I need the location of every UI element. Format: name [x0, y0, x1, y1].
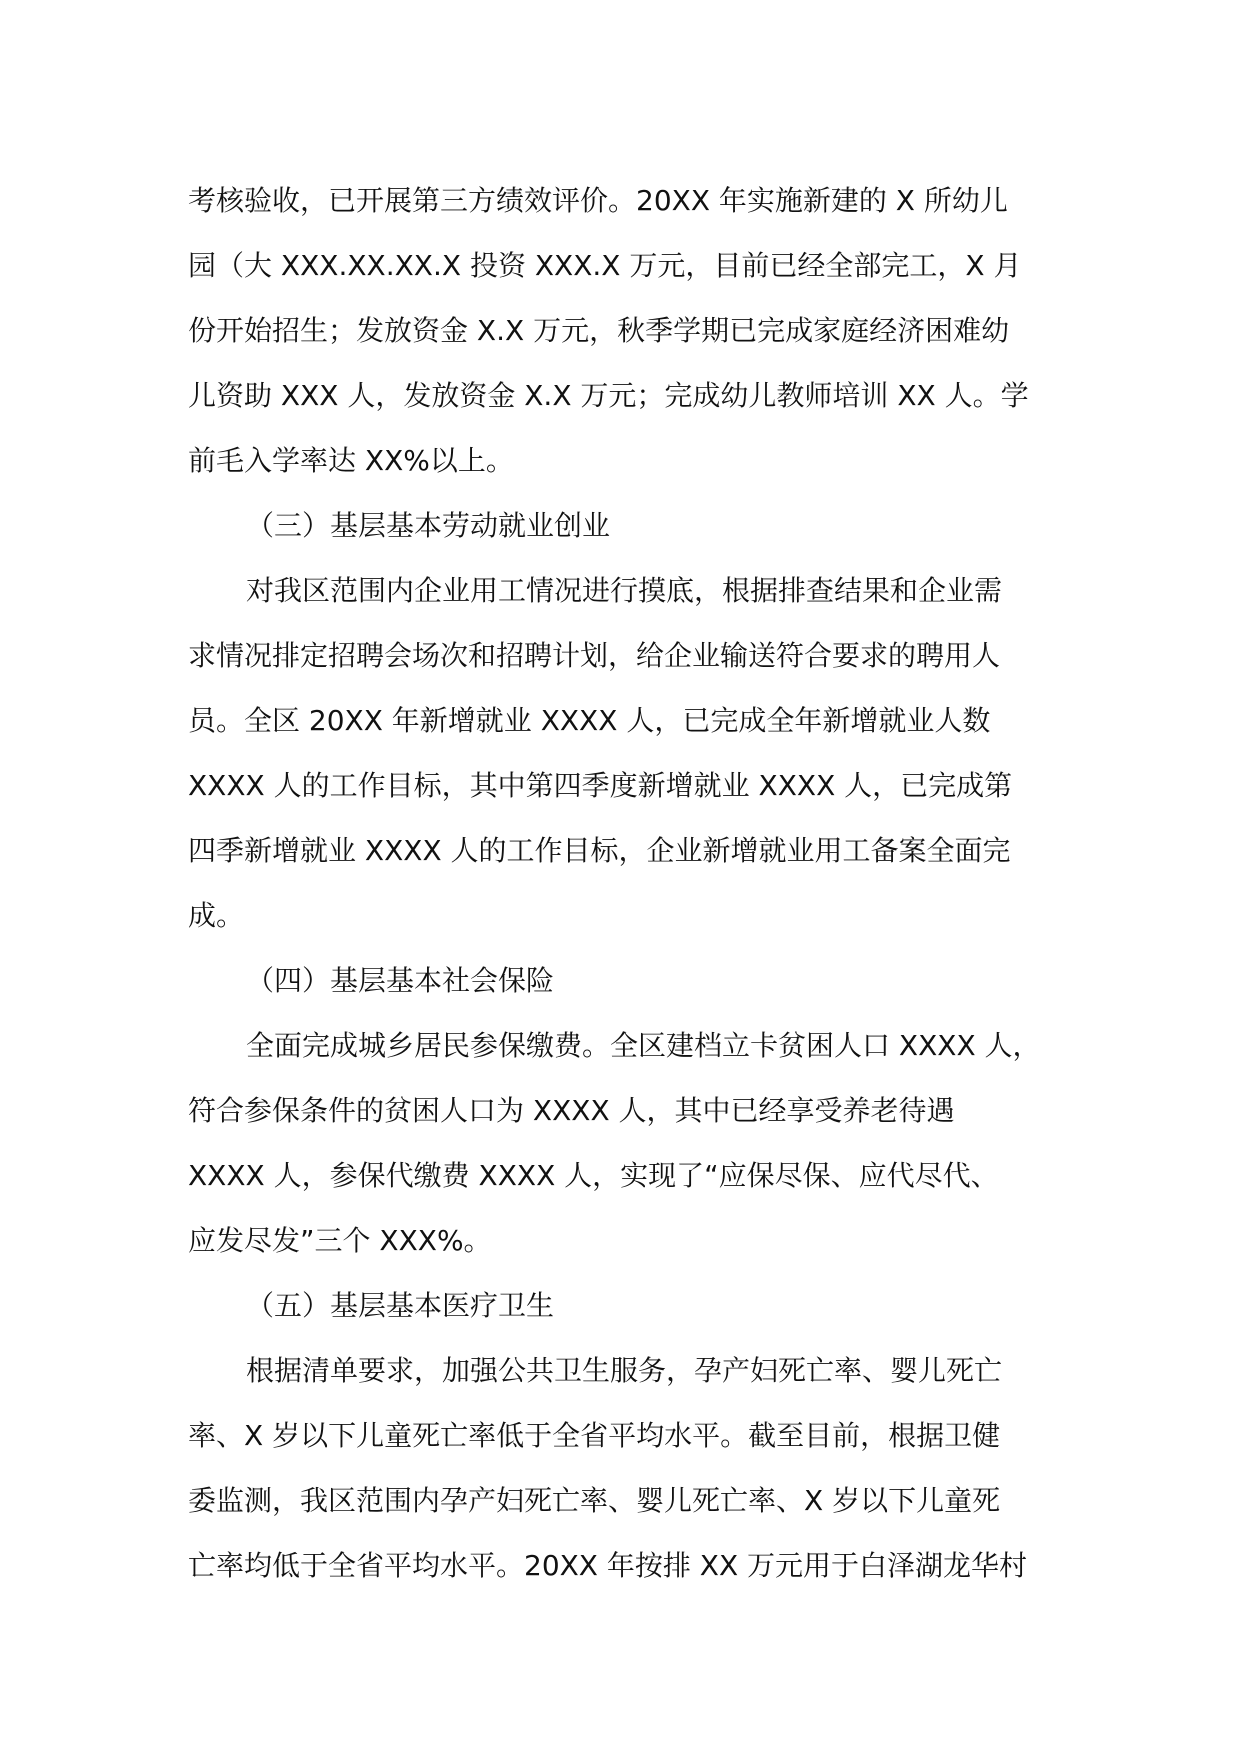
- paragraph-line: 对我区范围内企业用工情况进行摸底，根据排查结果和企业需: [246, 574, 1003, 607]
- paragraph-line: XXXX 人，参保代缴费 XXXX 人，实现了“应保尽保、应代尽代、: [188, 1159, 999, 1192]
- paragraph-line: 园（大 XXX.XX.XX.X 投资 XXX.X 万元，目前已经全部完工，X 月: [188, 249, 1022, 282]
- document-body: [188, 168, 1058, 1598]
- paragraph-line: 应发尽发”三个 XXX%。: [188, 1224, 492, 1257]
- paragraph-line: 亡率均低于全省平均水平。20XX 年按排 XX 万元用于白泽湖龙华村: [188, 1549, 1028, 1582]
- paragraph-line: XXXX 人的工作目标，其中第四季度新增就业 XXXX 人，已完成第: [188, 769, 1013, 802]
- section-heading: （五）基层基本医疗卫生: [246, 1289, 555, 1322]
- paragraph-line: 成。: [188, 899, 245, 932]
- paragraph-line: 符合参保条件的贫困人口为 XXXX 人，其中已经享受养老待遇: [188, 1094, 955, 1127]
- paragraph-line: 根据清单要求，加强公共卫生服务，孕产妇死亡率、婴儿死亡: [246, 1354, 1003, 1387]
- paragraph-line: 前毛入学率达 XX%以上。: [188, 444, 514, 477]
- paragraph-line: 率、X 岁以下儿童死亡率低于全省平均水平。截至目前，根据卫健: [188, 1419, 1001, 1452]
- paragraph-line: 四季新增就业 XXXX 人的工作目标，企业新增就业用工备案全面完: [188, 834, 1011, 867]
- paragraph-line: 份开始招生；发放资金 X.X 万元，秋季学期已完成家庭经济困难幼: [188, 314, 1010, 347]
- paragraph-line: 全面完成城乡居民参保缴费。全区建档立卡贫困人口 XXXX 人，: [246, 1029, 1041, 1062]
- section-heading: （四）基层基本社会保险: [246, 964, 555, 997]
- paragraph-line: 儿资助 XXX 人，发放资金 X.X 万元；完成幼儿教师培训 XX 人。学: [188, 379, 1029, 412]
- paragraph-line: 求情况排定招聘会场次和招聘计划，给企业输送符合要求的聘用人: [188, 639, 1001, 672]
- paragraph-line: 员。全区 20XX 年新增就业 XXXX 人，已完成全年新增就业人数: [188, 704, 991, 737]
- paragraph-line: 考核验收，已开展第三方绩效评价。20XX 年实施新建的 X 所幼儿: [188, 184, 1008, 217]
- paragraph-line: 委监测，我区范围内孕产妇死亡率、婴儿死亡率、X 岁以下儿童死: [188, 1484, 1001, 1517]
- section-heading: （三）基层基本劳动就业创业: [246, 509, 611, 542]
